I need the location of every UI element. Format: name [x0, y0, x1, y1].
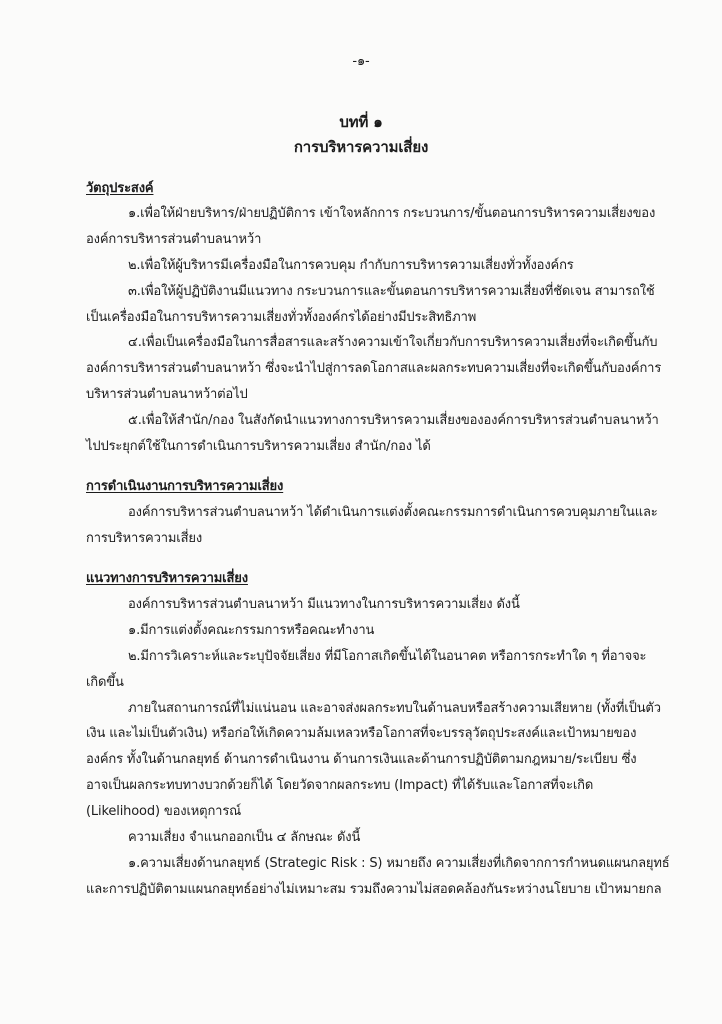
- guideline-line: เงิน และไม่เป็นตัวเงิน) หรือก่อให้เกิดความล้มเหลวหรือโอกาสที่จะบรรลุวัตถุประสงค์และเป้าหมายของ: [86, 726, 637, 741]
- guideline-line: (Likelihood) ของเหตุการณ์: [86, 804, 242, 819]
- objective-line: ๑.เพื่อให้ฝ่ายบริหาร/ฝ่ายปฏิบัติการ เข้าใจหลักการ กระบวนการ/ขั้นตอนการบริหารความเสี่ยงของ: [128, 206, 656, 221]
- objective-line: ๔.เพื่อเป็นเครื่องมือในการสื่อสารและสร้างความเข้าใจเกี่ยวกับการบริหารความเสี่ยงที่จะเกิดขึ้นกับ: [128, 335, 658, 350]
- chapter-title: การบริหารความเสี่ยง: [293, 138, 429, 156]
- guideline-line: อาจเป็นผลกระทบทางบวกด้วยก็ได้ โดยวัดจากผลกระทบ (Impact) ที่ได้รับและโอกาสที่จะเกิด: [86, 778, 594, 793]
- objective-line: ไปประยุกต์ใช้ในการดำเนินการบริหารความเสี่ยง สำนัก/กอง ได้: [86, 439, 431, 454]
- page-number: -๑-: [352, 54, 370, 69]
- objective-line: องค์การบริหารส่วนตำบลนาหว้า ซึ่งจะนำไปสู่การลดโอกาสและผลกระทบความเสี่ยงที่จะเกิดขึ้นกับองค์การ: [86, 361, 662, 376]
- guideline-line: ความเสี่ยง จำแนกออกเป็น ๔ ลักษณะ ดังนี้: [128, 830, 361, 845]
- guideline-line: ภายในสถานการณ์ที่ไม่แน่นอน และอาจส่งผลกระทบในด้านลบหรือสร้างความเสียหาย (ทั้งที่เป็นตัว: [128, 701, 661, 716]
- guideline-line: ๒.มีการวิเคราะห์และระบุปัจจัยเสี่ยง ที่มีโอกาสเกิดขึ้นได้ในอนาคต หรือการกระทำใด ๆ ที่อาจจะ: [128, 649, 647, 664]
- guideline-line: องค์กร ทั้งในด้านกลยุทธ์ ด้านการดำเนินงาน ด้านการเงินและด้านการปฏิบัติตามกฎหมาย/ระเบียบ ซึ่ง: [86, 752, 637, 767]
- objective-line: องค์การบริหารส่วนตำบลนาหว้า: [86, 232, 262, 247]
- guideline-line: และการปฏิบัติตามแผนกลยุทธ์อย่างไม่เหมาะสม รวมถึงความไม่สอดคล้องกันระหว่างนโยบาย เป้าหมายกล: [86, 882, 662, 897]
- chapter-number: บทที่ ๑: [339, 113, 383, 131]
- guidelines-heading: แนวทางการบริหารความเสี่ยง: [86, 571, 248, 586]
- operation-line: การบริหารความเสี่ยง: [86, 531, 203, 546]
- objective-line: บริหารส่วนตำบลนาหว้าต่อไป: [86, 387, 248, 402]
- objectives-heading: วัตถุประสงค์: [86, 181, 154, 196]
- guideline-line: ๑.มีการแต่งตั้งคณะกรรมการหรือคณะทำงาน: [128, 623, 375, 638]
- objective-line: ๕.เพื่อให้สำนัก/กอง ในสังกัดนำแนวทางการบริหารความเสี่ยงขององค์การบริหารส่วนตำบลนาหว้า: [128, 413, 659, 428]
- guideline-line: เกิดขึ้น: [86, 675, 124, 690]
- objective-line: ๓.เพื่อให้ผู้ปฏิบัติงานมีแนวทาง กระบวนการและขั้นตอนการบริหารความเสี่ยงที่ชัดเจน สามารถใช้: [128, 284, 655, 299]
- guideline-line: องค์การบริหารส่วนตำบลนาหว้า มีแนวทางในการบริหารความเสี่ยง ดังนี้: [128, 597, 520, 612]
- objective-line: ๒.เพื่อให้ผู้บริหารมีเครื่องมือในการควบคุม กำกับการบริหารความเสี่ยงทั่วทั้งองค์กร: [128, 258, 574, 273]
- objective-line: เป็นเครื่องมือในการบริหารความเสี่ยงทั่วทั้งองค์กรได้อย่างมีประสิทธิภาพ: [86, 310, 477, 325]
- operation-line: องค์การบริหารส่วนตำบลนาหว้า ได้ดำเนินการแต่งตั้งคณะกรรมการดำเนินการควบคุมภายในและ: [128, 505, 658, 520]
- guideline-line: ๑.ความเสี่ยงด้านกลยุทธ์ (Strategic Risk : S) หมายถึง ความเสี่ยงที่เกิดจากการกำหนดแผนกลยุทธ์: [128, 856, 670, 871]
- operation-heading: การดำเนินงานการบริหารความเสี่ยง: [86, 479, 284, 494]
